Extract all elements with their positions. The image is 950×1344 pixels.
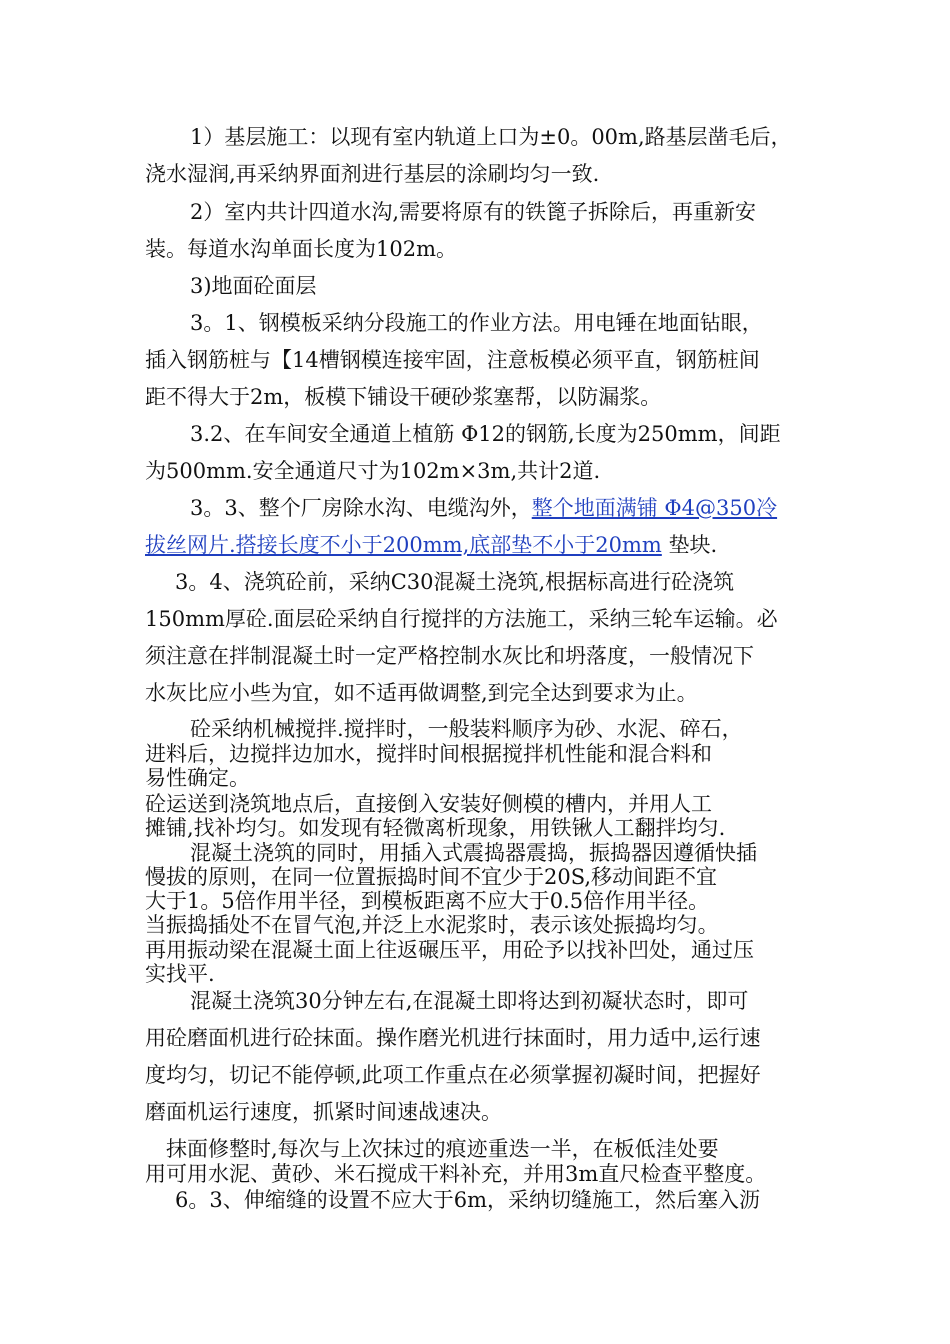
text-line: 慢拔的原则，在同一位置振捣时间不宜少于20S,移动间距不宜 — [145, 865, 718, 889]
text-line: 当振捣插处不在冒气泡,并泛上水泥浆时，表示该处振捣均匀。 — [145, 913, 719, 937]
text-line: 实找平. — [145, 962, 215, 986]
text-line: 用可用水泥、黄砂、米石搅成干料补充，并用3m直尺检查平整度。 — [145, 1162, 767, 1186]
text-line: 进料后，边搅拌边加水，搅拌时间根据搅拌机性能和混合料和 — [145, 742, 712, 766]
text-line: 磨面机运行速度，抓紧时间速战速决。 — [145, 1100, 502, 1124]
text-line: 抹面修整时,每次与上次抹过的痕迹重迭一半，在板低洼处要 — [166, 1137, 719, 1161]
text-line — [145, 532, 717, 558]
text-segment: 垫块. — [661, 533, 718, 557]
text-line: 150mm厚砼.面层砼采纳自行搅拌的方法施工，采纳三轮车运输。必 — [145, 607, 778, 631]
text-line: 混凝土浇筑30分钟左右,在混凝土即将达到初凝状态时，即可 — [190, 989, 749, 1013]
text-line: 3)地面砼面层 — [190, 274, 317, 298]
text-line: 摊铺,找补均匀。如发现有轻微离析现象，用铁锹人工翻拌均匀. — [145, 816, 726, 840]
text-line — [190, 495, 777, 521]
text-line: 水灰比应小些为宜，如不适再做调整,到完全达到要求为止。 — [145, 681, 698, 705]
text-line: 3。1、钢模板采纳分段施工的作业方法。用电锤在地面钻眼， — [190, 311, 763, 335]
text-line: 装。每道水沟单面长度为102m。 — [145, 237, 457, 261]
text-line: 砼采纳机械搅拌.搅拌时，一般装料顺序为砂、水泥、碎石， — [190, 717, 743, 741]
text-line: 为500mm.安全通道尺寸为102m×3m,共计2道. — [145, 459, 601, 483]
text-line: 再用振动梁在混凝土面上往返碾压平，用砼予以找补凹处，通过压 — [145, 938, 754, 962]
text-line: 砼运送到浇筑地点后，直接倒入安装好侧模的槽内，并用人工 — [145, 792, 712, 816]
text-line: 3。4、浇筑砼前，采纳C30混凝土浇筑,根据标高进行砼浇筑 — [175, 570, 735, 594]
text-line: 用砼磨面机进行砼抹面。操作磨光机进行抹面时，用力适中,运行速 — [145, 1026, 761, 1050]
text-line: 6。3、伸缩缝的设置不应大于6m，采纳切缝施工，然后塞入沥 — [175, 1188, 760, 1212]
text-line: 2）室内共计四道水沟,需要将原有的铁篦子拆除后，再重新安 — [190, 200, 757, 224]
text-line: 混凝土浇筑的同时，用插入式震捣器震捣，振捣器因遵循快插 — [190, 841, 757, 865]
text-line: 1）基层施工：以现有室内轨道上口为±0。00m,路基层凿毛后， — [190, 125, 792, 149]
text-line: 度均匀，切记不能停顿,此项工作重点在必须掌握初凝时间，把握好 — [145, 1063, 761, 1087]
text-segment: 3。3、整个厂房除水沟、电缆沟外， — [190, 496, 532, 520]
text-line: 须注意在拌制混凝土时一定严格控制水灰比和坍落度，一般情况下 — [145, 644, 754, 668]
text-line: 浇水湿润,再采纳界面剂进行基层的涂刷均匀一致. — [145, 162, 600, 186]
text-line: 易性确定。 — [145, 766, 250, 790]
hyperlink-text[interactable]: 拔丝网片.搭接长度不小于200mm,底部垫不小于20mm — [145, 533, 662, 557]
text-line: 3.2、在车间安全通道上植筋 Φ12的钢筋,长度为250mm，间距 — [190, 422, 781, 446]
text-line: 距不得大于2m，板模下铺设干硬砂浆塞帮，以防漏浆。 — [145, 385, 662, 409]
text-line: 插入钢筋桩与【14槽钢模连接牢固，注意板模必须平直，钢筋桩间 — [145, 348, 760, 372]
hyperlink-text[interactable]: 整个地面满铺 Φ4@350冷 — [531, 496, 778, 520]
text-line: 大于1。5倍作用半径，到模板距离不应大于0.5倍作用半径。 — [145, 889, 710, 913]
